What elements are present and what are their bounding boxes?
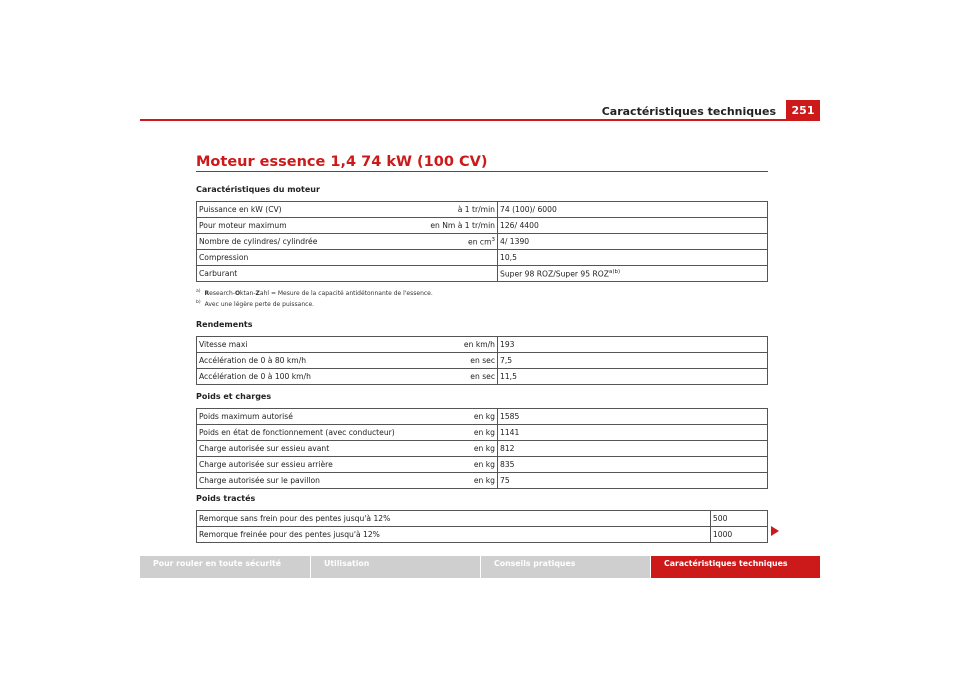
page-number: 251 bbox=[786, 100, 820, 120]
next-page-arrow-icon bbox=[771, 526, 779, 536]
row-value: 1000 bbox=[710, 527, 767, 543]
row-value: 7,5 bbox=[498, 353, 768, 369]
row-value: 11,5 bbox=[498, 369, 768, 385]
footnote-initial: Z bbox=[255, 290, 260, 297]
unit-superscript: 3 bbox=[491, 236, 495, 243]
table-row bbox=[197, 527, 768, 543]
row-value: 812 bbox=[498, 441, 768, 457]
row-unit bbox=[415, 250, 498, 266]
row-label: Charge autorisée sur essieu avant bbox=[197, 441, 416, 457]
section-title: Moteur essence 1,4 74 kW (100 CV) bbox=[196, 154, 488, 170]
row-label: Accélération de 0 à 100 km/h bbox=[197, 369, 416, 385]
row-unit: à 1 tr/min bbox=[415, 202, 498, 218]
table-row bbox=[197, 369, 768, 385]
table-row bbox=[197, 337, 768, 353]
table-row bbox=[197, 218, 768, 234]
row-unit: en kg bbox=[415, 473, 498, 489]
row-label: Poids en état de fonctionnement (avec conducteur) bbox=[197, 425, 416, 441]
row-label: Pour moteur maximum bbox=[197, 218, 416, 234]
footnote-initial: O bbox=[234, 290, 241, 297]
footnotes bbox=[196, 287, 433, 309]
footnote-text: ahl = Mesure de la capacité antidétonnante de l'essence. bbox=[259, 290, 433, 297]
row-unit: en kg bbox=[415, 409, 498, 425]
table-row bbox=[197, 457, 768, 473]
performance-heading: Rendements bbox=[196, 320, 253, 329]
footnote-a bbox=[196, 287, 433, 298]
table-row bbox=[197, 409, 768, 425]
table-row bbox=[197, 202, 768, 218]
tab-conseils-pratiques[interactable]: Conseils pratiques bbox=[480, 556, 650, 578]
row-unit bbox=[415, 234, 498, 250]
row-unit: en kg bbox=[415, 441, 498, 457]
tab-utilisation[interactable]: Utilisation bbox=[310, 556, 480, 578]
row-label: Remorque freinée pour des pentes jusqu'à 12% bbox=[197, 527, 711, 543]
table-row bbox=[197, 441, 768, 457]
row-unit bbox=[415, 266, 498, 282]
table-row bbox=[197, 353, 768, 369]
weights-table bbox=[196, 408, 768, 489]
towing-heading: Poids tractés bbox=[196, 494, 256, 503]
row-unit: en sec bbox=[415, 353, 498, 369]
table-row bbox=[197, 250, 768, 266]
value-text: Super 98 ROZ/Super 95 ROZ bbox=[500, 269, 609, 279]
footnote-text: esearch- bbox=[209, 290, 235, 297]
footnote-mark: a) bbox=[196, 289, 201, 294]
row-label: Remorque sans frein pour des pentes jusqu'à 12% bbox=[197, 511, 711, 527]
row-label: Charge autorisée sur essieu arrière bbox=[197, 457, 416, 473]
row-label: Puissance en kW (CV) bbox=[197, 202, 416, 218]
row-value: 10,5 bbox=[498, 250, 768, 266]
row-label: Accélération de 0 à 80 km/h bbox=[197, 353, 416, 369]
row-unit: en kg bbox=[415, 457, 498, 473]
tab-securite[interactable]: Pour rouler en toute sécurité bbox=[140, 556, 310, 578]
row-label: Carburant bbox=[197, 266, 416, 282]
row-value bbox=[498, 266, 768, 282]
row-label: Compression bbox=[197, 250, 416, 266]
row-value: 1141 bbox=[498, 425, 768, 441]
row-value: 500 bbox=[710, 511, 767, 527]
row-value: 835 bbox=[498, 457, 768, 473]
row-label: Nombre de cylindres/ cylindrée bbox=[197, 234, 416, 250]
header-rule bbox=[140, 119, 820, 121]
row-unit: en Nm à 1 tr/min bbox=[415, 218, 498, 234]
row-value: 1585 bbox=[498, 409, 768, 425]
footnote-text: ktan- bbox=[240, 290, 256, 297]
footnote-ref: a)b) bbox=[608, 268, 621, 275]
performance-table bbox=[196, 336, 768, 385]
footnote-b bbox=[196, 298, 433, 309]
footnote-mark: b) bbox=[196, 300, 201, 305]
table-row bbox=[197, 234, 768, 250]
row-unit: en kg bbox=[415, 425, 498, 441]
table-row bbox=[197, 511, 768, 527]
running-header-title: Caractéristiques techniques bbox=[601, 105, 776, 118]
row-value: 75 bbox=[498, 473, 768, 489]
row-value: 193 bbox=[498, 337, 768, 353]
engine-table bbox=[196, 201, 768, 282]
towing-table bbox=[196, 510, 768, 543]
row-label: Charge autorisée sur le pavillon bbox=[197, 473, 416, 489]
engine-heading: Caractéristiques du moteur bbox=[196, 185, 320, 194]
row-unit: en km/h bbox=[415, 337, 498, 353]
table-row bbox=[197, 473, 768, 489]
tab-caracteristiques-techniques[interactable]: Caractéristiques techniques bbox=[650, 556, 820, 578]
table-row bbox=[197, 425, 768, 441]
footnote-text: Avec une légère perte de puissance. bbox=[204, 301, 315, 308]
footer-nav bbox=[140, 556, 820, 578]
row-label: Poids maximum autorisé bbox=[197, 409, 416, 425]
row-value: 4/ 1390 bbox=[498, 234, 768, 250]
row-unit: en sec bbox=[415, 369, 498, 385]
row-value: 126/ 4400 bbox=[498, 218, 768, 234]
row-label: Vitesse maxi bbox=[197, 337, 416, 353]
footnote-initial: R bbox=[204, 290, 210, 297]
table-row bbox=[197, 266, 768, 282]
weights-heading: Poids et charges bbox=[196, 392, 272, 401]
row-value: 74 (100)/ 6000 bbox=[498, 202, 768, 218]
unit-text: en cm bbox=[468, 237, 492, 247]
section-title-rule bbox=[196, 171, 768, 172]
